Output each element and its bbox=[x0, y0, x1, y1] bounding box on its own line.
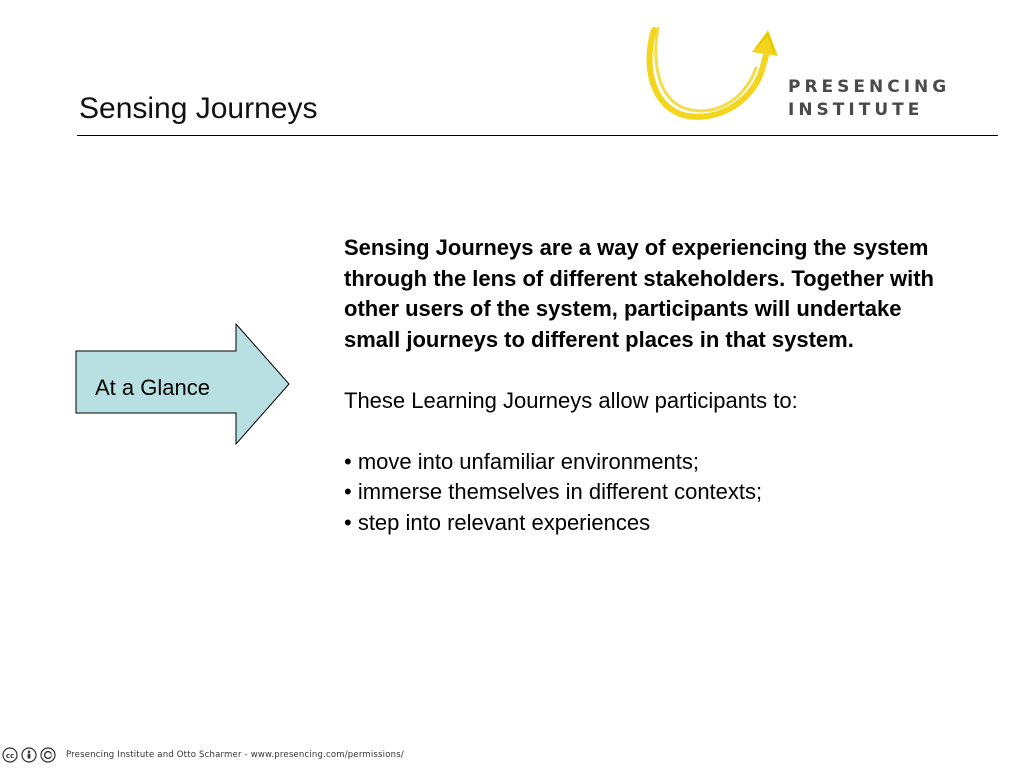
footer bbox=[2, 745, 404, 765]
presencing-institute-logo bbox=[640, 22, 980, 132]
copyright-icon bbox=[40, 747, 56, 763]
at-a-glance-label: At a Glance bbox=[95, 375, 210, 400]
u-arrow-logo-icon bbox=[640, 22, 780, 127]
logo-line-1: PRESENCING bbox=[788, 77, 951, 97]
bullet-item: • immerse themselves in different contexts; bbox=[344, 479, 763, 504]
title-divider bbox=[77, 135, 998, 136]
footer-credit: Presencing Institute and Otto Scharmer - www.presencing.com/permissions/ bbox=[66, 750, 404, 760]
svg-text:cc: cc bbox=[5, 752, 15, 760]
logo-line-2: INSTITUTE bbox=[788, 100, 924, 120]
bullet-item: • move into unfamiliar environments; bbox=[344, 448, 699, 474]
cc-icon bbox=[2, 747, 18, 763]
logo-wordmark bbox=[788, 76, 950, 122]
bullet-item: • step into relevant experiences bbox=[344, 509, 651, 535]
lead-paragraph: Sensing Journeys are a way of experiencing the system through the lens of different stakeholders. Together with other users of the system, participants will undertake small journeys to different places in that system. bbox=[344, 235, 934, 352]
intro-paragraph: These Learning Journeys allow participants to: bbox=[344, 387, 798, 413]
slide-title: Sensing Journeys bbox=[79, 92, 318, 125]
body-text bbox=[344, 233, 954, 538]
attribution-icon bbox=[21, 747, 37, 763]
license-icons bbox=[2, 747, 56, 763]
